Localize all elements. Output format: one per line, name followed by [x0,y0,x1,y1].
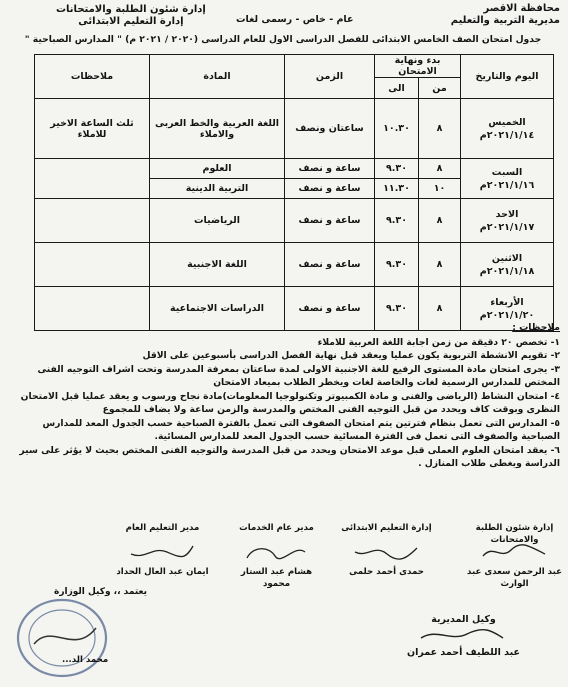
directorate-label: مديرية التربية والتعليم [450,15,560,26]
handwritten-signature-icon [127,542,197,562]
exam-schedule-table [34,54,554,331]
subject-cell: الرياضيات [150,199,285,243]
from-cell: ٨ [419,159,461,179]
from-cell: ٨ [419,199,461,243]
signature-block [339,522,434,577]
note-item: ٣- يجرى امتحان مادة المستوى الرفيع للغة الاجنبية الاولى لمدة ساعتان بمعرفة المدرسة وتحت اشراف التوجيه الفنى المختص للمدارس الرسمية لغات والخاصة لغات ويخطر الطلاب بميعاد الامتحان [37,363,560,388]
day-name: السبت [491,166,523,178]
table-row [35,99,554,159]
handwritten-signature-icon [479,542,549,562]
governorate-label: محافظة الاقصر [483,3,560,14]
day-date: ٢٠٢١/١/١٧م [479,221,535,233]
official-stamp-icon [4,592,124,684]
header-to: الى [375,78,419,99]
note-cell [35,243,150,287]
note-cell [35,199,150,243]
day-cell [461,199,554,243]
duration-cell: ساعة و نصف [285,243,375,287]
header-duration: الزمن [285,55,375,99]
administration-header [56,4,206,28]
day-name: الخميس [488,116,526,128]
subject-cell: الدراسات الاجتماعية [150,287,285,331]
signature-name: عبد الرحمن سعدى عبد الوارث [466,567,562,589]
header-day: اليوم والتاريخ [461,55,554,99]
deputy-name: عبد اللطيف أحمد عمران [406,647,520,658]
primary-admin-label: إدارة التعليم الابتدائى [78,16,184,27]
day-name: الأربعاء [490,296,524,308]
to-cell: ٩.٣٠ [375,159,419,179]
signatures-row [6,522,562,589]
to-cell: ٩.٣٠ [375,199,419,243]
school-type-label: عام - خاص - رسمى لغات [236,14,354,25]
table-row [35,159,554,179]
note-cell: ثلث الساعة الاخير للاملاء [35,99,150,159]
note-item: ١- تخصص ٢٠ دقيقة من زمن اجابة اللغة العربية للاملاء [317,336,560,348]
deputy-title: وكيل المديرية [431,614,496,625]
subject-cell: اللغة العربية والخط العربى والاملاء [150,99,285,159]
day-cell [461,243,554,287]
notes-section [10,321,560,471]
day-name: الاحد [495,208,519,220]
signature-title: إدارة شئون الطلبة والامتحانات [475,523,554,545]
day-cell [461,159,554,199]
approval-label: يعتمد ،، وكيل الوزارة [54,587,148,597]
deputy-signature-block [407,614,520,658]
note-cell [35,159,150,199]
signature-title: مدير عام الخدمات [239,523,314,533]
day-date: ٢٠٢١/١/١٦م [479,179,535,191]
day-date: ٢٠٢١/١/٢٠م [479,309,535,321]
duration-cell: ساعتان ونصف [285,99,375,159]
signature-name: حمدى أحمد حلمى [349,567,424,577]
duration-cell: ساعة و نصف [285,287,375,331]
subject-cell: اللغة الاجنبية [150,243,285,287]
signature-block [229,522,324,589]
table-row [35,199,554,243]
handwritten-signature-icon [417,626,507,644]
subject-cell: التربية الدينية [150,179,285,199]
header-notes: ملاحظات [35,55,150,99]
header-time-range: بدء ونهاية الامتحان [375,55,461,78]
table-header-row [35,55,554,78]
to-cell: ١١.٣٠ [375,179,419,199]
note-item: ٥- المدارس التى تعمل بنظام فترتين يتم امتحان الصفوف التى تعمل بالفترة الصباحية حسب الجدول المعد للمدارس الصباحية والصفوف التى تعمل فى الفترة المسائية حسب الجدول المعد للمدارس المسائية. [42,417,560,442]
subject-cell: العلوم [150,159,285,179]
to-cell: ١٠.٣٠ [375,99,419,159]
signature-block [115,522,210,577]
day-name: الاثنين [491,252,523,264]
notes-title: ملاحظات : [512,322,560,333]
signature-title: مدير التعليم العام [125,523,200,533]
from-cell: ١٠ [419,179,461,199]
duration-cell: ساعة و نصف [285,199,375,243]
header-from: من [419,78,461,99]
note-item: ٢- تقويم الانشطة التربوية يكون عمليا ويعقد قبل نهاية الفصل الدراسى بأسبوعين على الاقل [142,350,560,361]
header-subject: المادة [150,55,285,99]
signature-name: هشام عبد الستار محمود [240,567,313,589]
duration-cell: ساعة و نصف [285,179,375,199]
day-date: ٢٠٢١/١/١٨م [479,265,535,277]
day-date: ٢٠٢١/١/١٤م [479,129,535,141]
from-cell: ٨ [419,243,461,287]
day-cell [461,99,554,159]
handwritten-signature-icon [351,542,421,562]
signature-block [466,522,562,589]
signature-name: ايمان عبد العال الحداد [116,567,209,577]
to-cell: ٩.٣٠ [375,287,419,331]
note-item: ٤- امتحان النشاط (الرياضى والفنى و مادة الكمبيوتر وتكنولوجيا المعلومات)مادة نجاح ورسوب و يعقد عمليا قبل الامتحان النظرى وبوقت كاف ويحدد من قبل التوجيه الفنى المختص والمدرسة والزمن ساعة ولا يضاف للمجموع [20,390,560,415]
note-item: ٦- يعقد امتحان العلوم العملى قبل موعد الامتحان ويحدد من قبل المدرسة والتوجيه الفنى المختص بحيث لا يؤثر على سير الدراسة ويغطى طلاب المنازل . [19,444,560,469]
duration-cell: ساعة و نصف [285,159,375,179]
signature-title: إدارة التعليم الابتدائى [341,523,432,533]
from-cell: ٨ [419,287,461,331]
page-title: جدول امتحان الصف الخامس الابتدائى للفصل الدراسى الاول للعام الدراسى (٢٠٢٠ / ٢٠٢١ م) " المدارس الصباحية " [24,34,542,45]
table-row [35,243,554,287]
from-cell: ٨ [419,99,461,159]
affairs-admin-label: إدارة شئون الطلبة والامتحانات [56,4,206,15]
governorate-header [451,3,560,27]
handwritten-signature-icon [241,542,311,562]
to-cell: ٩.٣٠ [375,243,419,287]
approver-name: محمد الد... [62,655,109,665]
